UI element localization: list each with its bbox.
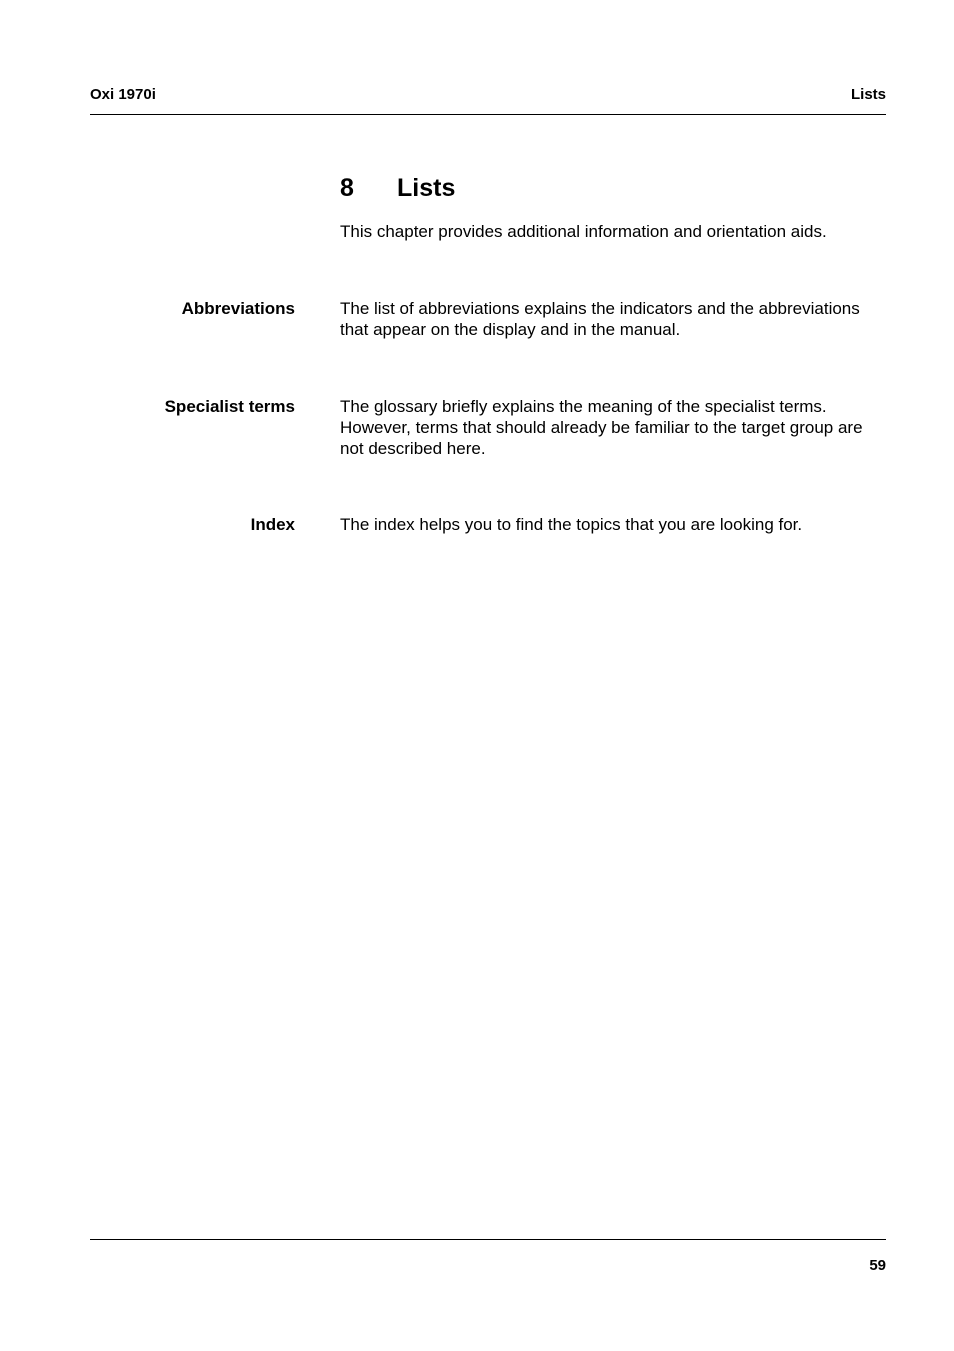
chapter-intro: This chapter provides additional information and orientation aids. [340,222,827,241]
header-product-name: Oxi 1970i [90,86,156,103]
section-body-specialist-terms: The glossary briefly explains the meaning of the specialist terms. However, terms that should already be familiar to the target group are not described here. [340,397,863,458]
header-section-name: Lists [850,86,886,103]
page-header [90,86,886,115]
section-label-specialist-terms: Specialist terms [164,397,295,416]
page-footer [90,1239,886,1274]
chapter-number: 8 [340,174,354,202]
section-body-index: The index helps you to find the topics that you are looking for. [340,515,803,534]
section-label-index: Index [250,515,295,534]
section-label-abbreviations: Abbreviations [181,299,295,318]
section-body-abbreviations: The list of abbreviations explains the indicators and the abbreviations that appear on the display and in the manual. [340,299,860,339]
chapter-title [340,172,455,204]
page-number: 59 [869,1257,886,1274]
chapter-title-text: Lists [397,174,456,202]
